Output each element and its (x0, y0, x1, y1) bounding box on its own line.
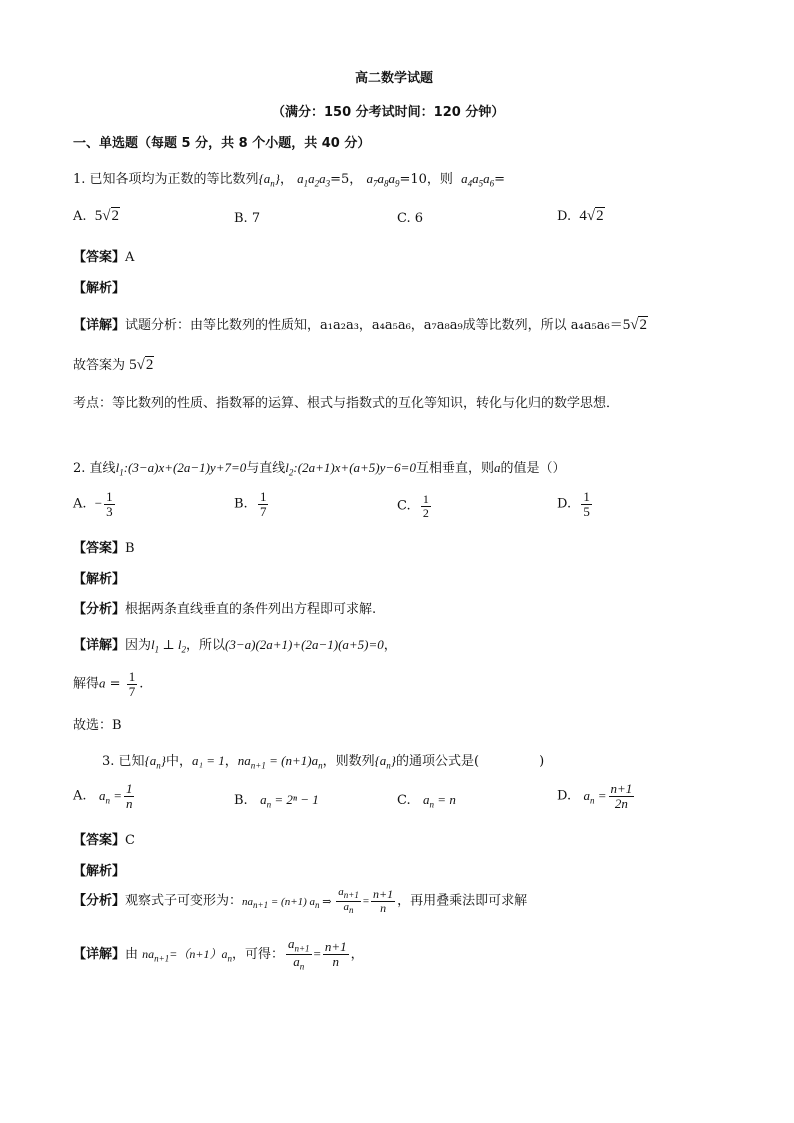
q3-option-a-frac (124, 782, 135, 810)
q1-option-a: A. 5√2 (73, 208, 120, 224)
q1-analysis-label: 【解析】 (73, 281, 126, 296)
q2-solve: 解得a = $\frac{1}{7}$ . (73, 669, 144, 699)
q2-option-a-label: A. (73, 496, 87, 512)
q2-l1-equation: (3−a)x+(2a−1)y+7=0 (128, 460, 247, 475)
q3-option-c-label: C. (397, 793, 411, 808)
fenxi-label: 【分析】 (73, 602, 126, 617)
q2-option-a-den: 3 (106, 503, 113, 519)
q3-option-c: C. $a_n = n$ (397, 792, 456, 810)
q1-eq3: = (494, 172, 506, 187)
answer-label: 【答案】 (73, 541, 126, 556)
q2-solve-frac (127, 670, 138, 698)
q3-stem-a: 已知 (118, 754, 145, 769)
q1-stem-text: 已知各项均为正数的等比数列 (89, 172, 259, 187)
q2-l2-symbol: $l_2$: (285, 460, 298, 478)
q2-option-d-num: 1 (583, 489, 590, 504)
q3-stem-g: ) (539, 754, 545, 769)
q3-stem-d: ， (224, 754, 238, 769)
q2-stem-end2: 的值是（） (500, 461, 566, 476)
q2-solve-den: 7 (128, 683, 136, 699)
q2-l1-symbol: $l_1$: (115, 460, 129, 478)
q3-option-d-frac (609, 782, 635, 810)
q3-option-a-label: A. (73, 788, 87, 804)
q3-fenxi-frac-2: $\frac{n+1}{n}$ (373, 887, 394, 915)
q2-option-d-frac (581, 490, 592, 518)
q1-detail-text: 试题分析：由等比数列的性质知，a₁a₂a₃，a₄a₅a₆，a₇a₈a₉成等比数列，所以 a₄a₅a₆＝ (125, 318, 623, 333)
q2-option-c (397, 493, 433, 519)
q3-recurrence: $na_{n+1} = (n+1)a_n$ (237, 753, 323, 771)
q2-answer-value: B (125, 541, 135, 556)
fenxi-label: 【分析】 (73, 893, 126, 909)
q2-detail (73, 634, 397, 655)
q3-number: 3. (102, 754, 115, 769)
q3-detail-frac-2: $\frac{n+1}{n}$ (324, 939, 347, 970)
q3-option-b-label: B. (234, 793, 248, 808)
q3-stem (102, 750, 544, 771)
q3-answer-value: C (125, 833, 135, 848)
q2-option-b (234, 490, 270, 518)
q3-option-d-label: D. (557, 788, 572, 804)
q1-detail: 【详解】试题分析：由等比数列的性质知，a₁a₂a₃，a₄a₅a₆，a₇a₈a₉成等比数列，所以 a₄a₅a₆＝5√2 (73, 317, 647, 333)
q2-solve-var: a (99, 675, 106, 691)
detail-label: 【详解】 (73, 947, 126, 963)
q3-detail-b: ，可得： (231, 947, 284, 963)
q2-detail-eq: (3−a)(2a+1)+(2a−1)(a+5)=0 (225, 637, 384, 652)
q2-option-d (557, 490, 594, 518)
answer-label: 【答案】 (73, 833, 126, 848)
q2-stem-end: 互相垂直，则 (415, 461, 494, 476)
q2-a-symbol: a (493, 460, 501, 475)
q3-detail-expr: $na_{n+1}=(n+1)a_n$ (142, 947, 232, 964)
q2-option-b-label: B. (234, 496, 248, 512)
q3-option-a: A. $a_n$ = $\frac{1}{n}$ (73, 781, 133, 811)
page-title: 高二数学试题 (355, 71, 434, 86)
q1-option-a-coef: 5 (94, 208, 103, 224)
q2-option-a-sign: − (94, 495, 103, 511)
q1-stem (73, 168, 505, 189)
q2-analysis-label: 【解析】 (73, 572, 126, 587)
q3-fenxi: 【分析】观察式子可变形为：$na_{n+1} = (n+1)$ $a_n$ ⇒ $\frac{a_{n+1}}{a_n}$ = $\frac{n+1}{n}$ ，再用叠乘法即可求解 (73, 886, 528, 915)
q2-option-a-frac (104, 490, 115, 518)
q1-conclusion-rad: 2 (145, 357, 154, 373)
q2-solve-text: 解得 (73, 676, 100, 692)
q3-stem-c: a₁ = 1 (191, 753, 225, 768)
q2-option-d-den: 5 (583, 503, 590, 519)
q2-stem-a: 直线 (89, 461, 116, 476)
q2-detail-b: ，所以 (186, 638, 226, 653)
q3-fenxi-frac-1: $\frac{a_{n+1}}{a_n}$ (338, 886, 359, 915)
q3-fenxi-text: 观察式子可变形为： (125, 893, 243, 909)
q3-answer (73, 829, 135, 848)
q1-option-d-coef: 4 (579, 208, 587, 224)
q2-fenxi-text: 根据两条直线垂直的条件列出方程即可求解. (125, 602, 377, 617)
q3-analysis-label: 【解析】 (73, 864, 126, 879)
q1-product-1: $a_1a_2a_3$ (297, 171, 331, 189)
q3-fenxi-expr: $na_{n+1} = (n+1)$ $a_n$ ⇒ (242, 895, 335, 910)
q1-detail-coef: 5 (622, 317, 631, 333)
q2-solve-num: 1 (128, 669, 136, 684)
q3-option-d-num: n+1 (610, 781, 633, 796)
q2-stem (73, 457, 565, 478)
q1-answer (73, 246, 134, 265)
q1-seq-symbol: $\{a_n\}$ (258, 171, 280, 189)
detail-label: 【详解】 (73, 318, 126, 333)
q3-option-b-expr: 2ⁿ − 1 (286, 792, 319, 807)
q3-detail-frac-1: $\frac{a_{n+1}}{a_n}$ (287, 936, 310, 972)
q2-option-b-den: 7 (259, 503, 267, 519)
q2-perp-expr: $l_1$ ⊥ $l_2$ (151, 637, 186, 655)
detail-label: 【详解】 (73, 638, 126, 653)
q1-conclusion-coef: 5 (129, 357, 137, 373)
q2-l2-equation: (2a+1)x+(a+5)y−6=0 (297, 460, 416, 475)
q1-comma: ， (279, 172, 293, 187)
answer-label: 【答案】 (73, 250, 126, 265)
q3-stem-b: 中， (165, 754, 192, 769)
q2-detail-a: 因为 (125, 638, 152, 653)
q1-option-c: C. 6 (397, 211, 424, 226)
q2-option-a (73, 490, 117, 518)
q1-kaodian: 考点：等比数列的性质、指数幂的运算、根式与指数式的互化等知识，转化与化归的数学思想． (73, 396, 620, 411)
q3-seq-symbol-2: $\{a_n\}$ (374, 753, 396, 771)
q3-seq-symbol: $\{a_n\}$ (144, 753, 166, 771)
q3-option-d: D. $a_n$ = $\frac{n+1}{2n}$ (557, 781, 633, 811)
q3-detail-a: 由 (125, 947, 139, 963)
q1-option-d: D. 4√2 (557, 208, 604, 224)
q2-option-b-frac (258, 490, 269, 518)
q3-stem-e: ，则数列 (322, 754, 375, 769)
q1-detail-rad: 2 (639, 317, 647, 333)
q2-stem-mid: 与直线 (246, 461, 286, 476)
q1-eq2: =10，则 (399, 172, 453, 187)
section-heading: 一、单选题（每题 5 分，共 8 个小题，共 40 分） (73, 136, 371, 151)
q1-product-2: $a_7a_8a_9$ (366, 171, 400, 189)
q1-conclusion: 故答案为 5√2 (73, 357, 154, 373)
q3-option-a-num: 1 (125, 781, 133, 796)
q3-option-b: B. $a_n = 2^n - 1$ (234, 792, 319, 810)
q1-option-b: B. 7 (234, 211, 261, 226)
q1-option-a-rad: 2 (111, 208, 120, 224)
q2-fenxi (73, 598, 376, 617)
q1-option-a-label: A. (73, 209, 87, 224)
q2-option-c-label: C. (397, 498, 411, 514)
q1-product-3: $a_4a_5a_6$ (461, 171, 495, 189)
q1-eq1: =5， (330, 172, 363, 187)
q2-number: 2. (73, 461, 86, 476)
q3-option-d-den: 2n (614, 795, 628, 811)
q2-choose: 故选：B (73, 718, 122, 733)
q2-option-c-den: 2 (422, 505, 429, 520)
q2-option-a-num: 1 (106, 489, 113, 504)
q3-option-c-expr: n (449, 792, 456, 807)
q2-detail-c: ， (383, 638, 397, 653)
q2-option-d-label: D. (557, 496, 572, 512)
q1-conclusion-text: 故答案为 (73, 358, 126, 373)
q1-number: 1. (73, 172, 86, 187)
q3-option-a-den: n (125, 795, 133, 811)
q1-option-d-label: D. (557, 209, 572, 224)
q1-option-d-rad: 2 (596, 208, 604, 224)
q2-option-c-frac (421, 493, 431, 519)
q3-stem-f: 的通项公式是( (396, 754, 480, 769)
q3-detail: 【详解】由 $na_{n+1}=(n+1)a_n$，可得： $\frac{a_{n+1}}{a_n}$ = $\frac{n+1}{n}$ ， (73, 936, 364, 972)
exam-subtitle: （满分：150 分考试时间：120 分钟） (272, 105, 505, 120)
q3-detail-c: ， (350, 947, 364, 963)
q1-answer-value: A (125, 250, 135, 265)
q2-option-b-num: 1 (259, 489, 267, 504)
q3-fenxi-end: ，再用叠乘法即可求解 (397, 893, 528, 909)
q2-option-c-num: 1 (422, 492, 429, 506)
q2-answer (73, 537, 135, 556)
